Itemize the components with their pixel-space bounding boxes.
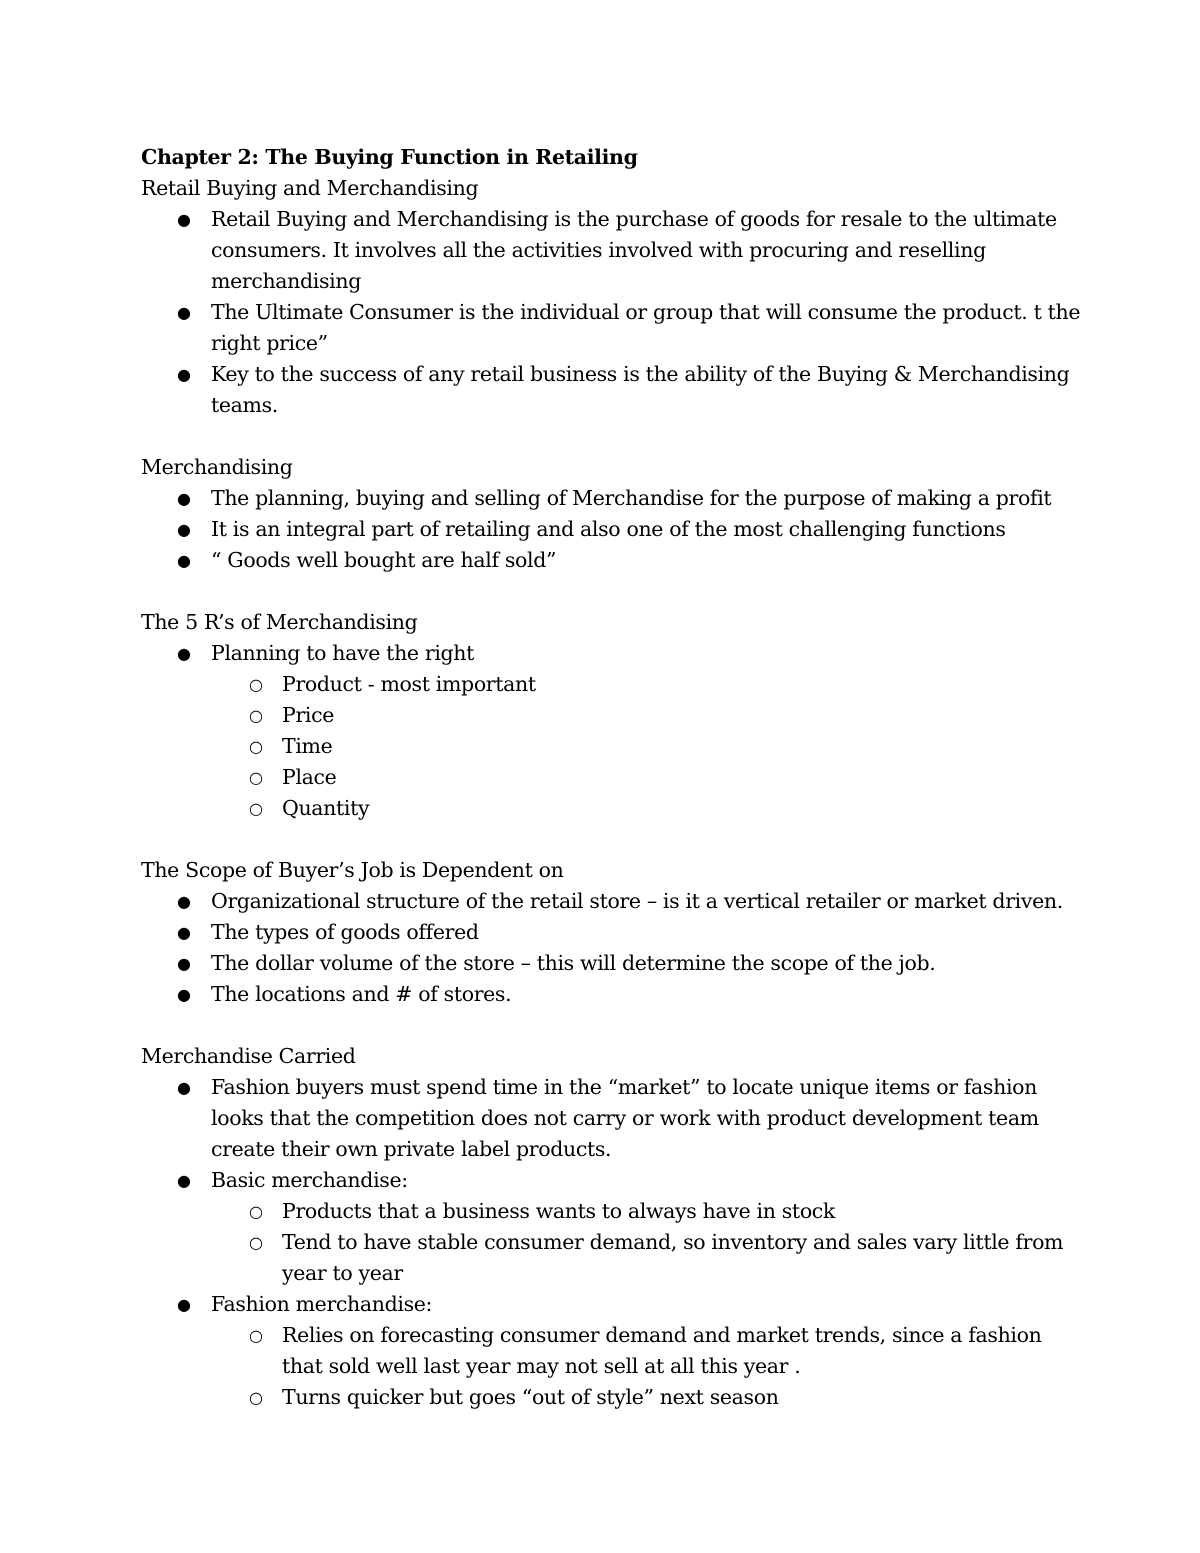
filled-bullet-icon: ●: [177, 1171, 191, 1190]
list-item: [141, 638, 1081, 669]
sub-list-item: [141, 1227, 1081, 1289]
filled-bullet-icon: ●: [177, 210, 191, 229]
hollow-bullet-icon: ○: [249, 706, 263, 725]
list-item: [141, 948, 1081, 979]
list-item-text: “ Goods well bought are half sold”: [211, 548, 557, 572]
section-heading: Merchandise Carried: [141, 1044, 356, 1068]
filled-bullet-icon: ●: [177, 985, 191, 1004]
hollow-bullet-icon: ○: [249, 737, 263, 756]
sub-list-item: [141, 731, 1081, 762]
list-item: [141, 359, 1081, 421]
sections-container: [141, 173, 1081, 1413]
hollow-bullet-icon: ○: [249, 768, 263, 787]
sub-list-item-text: Relies on forecasting consumer demand and market trends, since a fashion that sold well last year may not sell at all this year .: [282, 1323, 1042, 1378]
sub-list-item-text: Tend to have stable consumer demand, so inventory and sales vary little from year to year: [282, 1230, 1064, 1285]
section-spacer: [141, 1010, 1081, 1041]
sub-list-item: [141, 669, 1081, 700]
list-item: [141, 204, 1081, 297]
list-item: [141, 1165, 1081, 1196]
list-item-text: Retail Buying and Merchandising is the purchase of goods for resale to the ultimate consumers. It involves all the activities involved with procuring and reselling merchandising: [211, 207, 1057, 293]
list-item: [141, 514, 1081, 545]
sub-list-item-text: Quantity: [282, 796, 370, 820]
list-item-text: Key to the success of any retail business is the ability of the Buying & Merchandising teams.: [211, 362, 1070, 417]
list-item-text: Planning to have the right: [211, 641, 475, 665]
list-item-text: The locations and # of stores.: [211, 982, 512, 1006]
list-item: [141, 917, 1081, 948]
sub-list-item-text: Products that a business wants to always have in stock: [282, 1199, 836, 1223]
sub-list-item-text: Place: [282, 765, 337, 789]
list-item: [141, 1289, 1081, 1320]
sub-list-item: [141, 1382, 1081, 1413]
section-heading: Retail Buying and Merchandising: [141, 176, 479, 200]
section-spacer: [141, 421, 1081, 452]
sub-list-item-text: Turns quicker but goes “out of style” next season: [282, 1385, 779, 1409]
filled-bullet-icon: ●: [177, 1078, 191, 1097]
filled-bullet-icon: ●: [177, 551, 191, 570]
sub-list-item-text: Time: [282, 734, 333, 758]
hollow-bullet-icon: ○: [249, 1233, 263, 1252]
list-item: [141, 297, 1081, 359]
bullet-list: [141, 204, 1081, 421]
list-item-text: It is an integral part of retailing and also one of the most challenging functions: [211, 517, 1006, 541]
sub-list-item-text: Product - most important: [282, 672, 536, 696]
bullet-list: [141, 1072, 1081, 1413]
hollow-bullet-icon: ○: [249, 1202, 263, 1221]
sub-list-item-text: Price: [282, 703, 335, 727]
sub-list-item: [141, 700, 1081, 731]
filled-bullet-icon: ●: [177, 303, 191, 322]
sub-list-item: [141, 793, 1081, 824]
sub-list-item: [141, 1196, 1081, 1227]
list-item-text: The Ultimate Consumer is the individual or group that will consume the product. t the right price”: [211, 300, 1081, 355]
document-content: [141, 142, 1081, 1413]
filled-bullet-icon: ●: [177, 365, 191, 384]
list-item-text: The types of goods offered: [211, 920, 479, 944]
list-item: [141, 483, 1081, 514]
list-item: [141, 886, 1081, 917]
filled-bullet-icon: ●: [177, 892, 191, 911]
section-heading: The Scope of Buyer’s Job is Dependent on: [141, 858, 564, 882]
list-item: [141, 545, 1081, 576]
list-item: [141, 1072, 1081, 1165]
hollow-bullet-icon: ○: [249, 1326, 263, 1345]
document-title: Chapter 2: The Buying Function in Retailing: [141, 145, 638, 169]
list-item-text: Fashion merchandise:: [211, 1292, 433, 1316]
bullet-list: [141, 483, 1081, 576]
list-item-text: Fashion buyers must spend time in the “market” to locate unique items or fashion looks that the competition does not carry or work with product development team create their own private label products.: [211, 1075, 1039, 1161]
sub-list-item: [141, 1320, 1081, 1382]
bullet-list: [141, 638, 1081, 824]
list-item-text: The dollar volume of the store – this will determine the scope of the job.: [211, 951, 936, 975]
hollow-bullet-icon: ○: [249, 799, 263, 818]
hollow-bullet-icon: ○: [249, 1388, 263, 1407]
section-heading: Merchandising: [141, 455, 293, 479]
sub-list-item: [141, 762, 1081, 793]
section-spacer: [141, 576, 1081, 607]
list-item-text: Organizational structure of the retail store – is it a vertical retailer or market driven.: [211, 889, 1063, 913]
list-item-text: The planning, buying and selling of Merchandise for the purpose of making a profit: [211, 486, 1052, 510]
filled-bullet-icon: ●: [177, 520, 191, 539]
section-spacer: [141, 824, 1081, 855]
hollow-bullet-icon: ○: [249, 675, 263, 694]
list-item-text: Basic merchandise:: [211, 1168, 408, 1192]
bullet-list: [141, 886, 1081, 1010]
list-item: [141, 979, 1081, 1010]
filled-bullet-icon: ●: [177, 489, 191, 508]
filled-bullet-icon: ●: [177, 954, 191, 973]
filled-bullet-icon: ●: [177, 923, 191, 942]
filled-bullet-icon: ●: [177, 644, 191, 663]
filled-bullet-icon: ●: [177, 1295, 191, 1314]
section-heading: The 5 R’s of Merchandising: [141, 610, 418, 634]
